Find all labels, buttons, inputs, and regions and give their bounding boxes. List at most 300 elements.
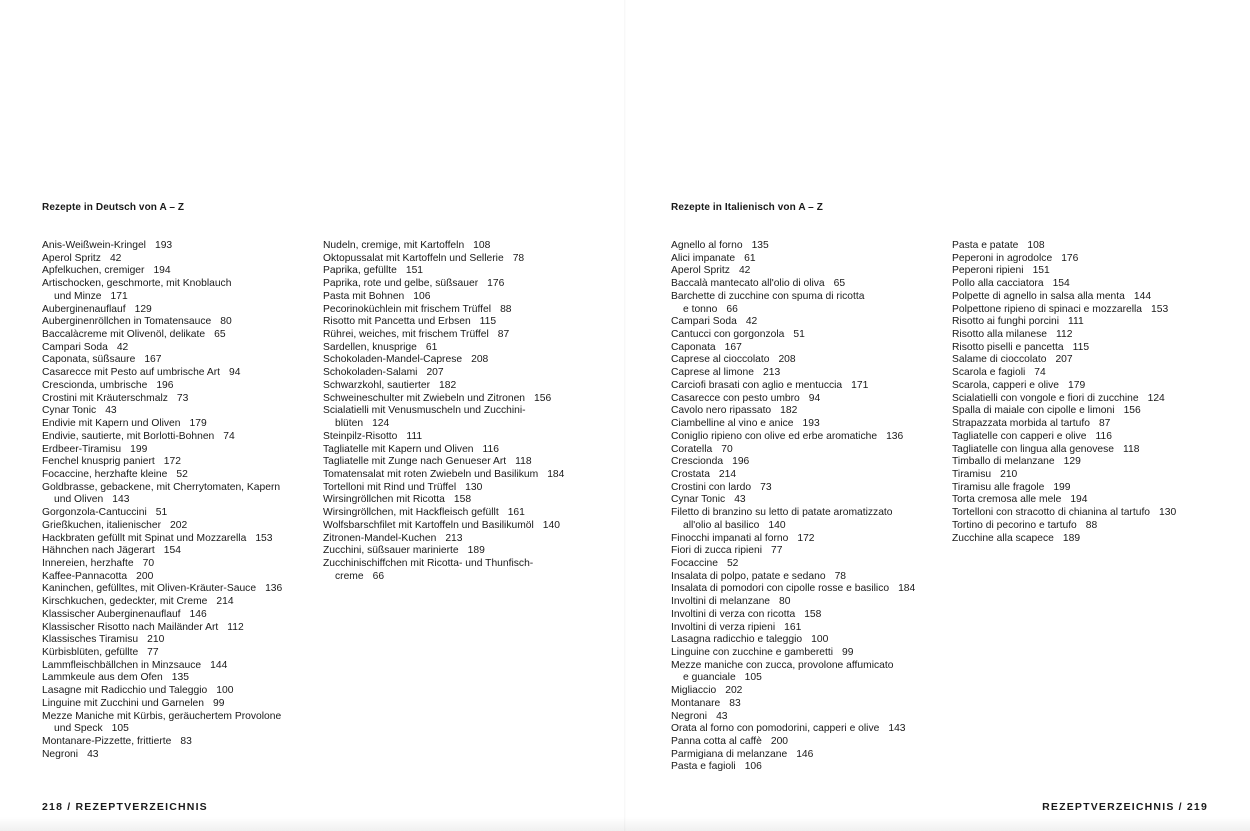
recipe-name: Pasta e fagioli [671, 761, 736, 773]
page-number: 112 [1056, 329, 1073, 341]
recipe-name: Agnello al forno [671, 240, 743, 251]
index-entry [671, 431, 915, 444]
recipe-name: Risotto piselli e pancetta [952, 341, 1064, 353]
recipe-name: Cynar Tonic [671, 494, 726, 506]
index-entry [952, 469, 1176, 482]
recipe-name: Crostini con lardo [671, 481, 752, 493]
page-number: 161 [784, 621, 802, 633]
index-entry [42, 342, 282, 355]
index-entry [952, 354, 1176, 367]
index-entry [323, 380, 564, 393]
index-entry [952, 494, 1176, 507]
page-number: 199 [1053, 481, 1071, 493]
page-number: 130 [1159, 507, 1177, 519]
index-entry [952, 444, 1176, 457]
page-number: 158 [453, 494, 472, 506]
index-entry [323, 533, 564, 546]
recipe-name: Polpettone ripieno di spinaci e mozzarella [952, 303, 1143, 315]
page-number: 194 [1070, 494, 1088, 506]
recipe-name: Pecorinoküchlein mit frischem Trüffel [323, 303, 492, 315]
recipe-name: Tomatensalat mit roten Zwiebeln und Basilikum [323, 468, 539, 480]
page-number: 171 [110, 290, 128, 302]
index-entry [952, 520, 1176, 533]
recipe-name: Alici impanate [671, 252, 736, 264]
page-number: 66 [372, 570, 385, 582]
index-entry [42, 393, 282, 406]
index-entry [671, 329, 915, 342]
index-entry [671, 240, 915, 253]
page-number: 207 [426, 367, 444, 379]
index-entry [323, 431, 564, 444]
recipe-name: Klassischer Risotto nach Mailänder Art [42, 621, 219, 633]
index-entry [952, 456, 1176, 469]
page-number: 129 [134, 303, 152, 315]
page-number: 111 [406, 430, 423, 442]
recipe-name: Carciofi brasati con aglio e mentuccia [671, 379, 843, 391]
page-number: 73 [176, 392, 189, 404]
index-entry [671, 711, 915, 724]
page-number: 43 [87, 748, 99, 760]
index-entry [42, 265, 282, 278]
recipe-name: Crescionda, umbrische [42, 379, 148, 391]
page-number: 214 [216, 596, 234, 608]
index-entry [952, 482, 1176, 495]
recipe-name: Strapazzata morbida al tartufo [952, 418, 1090, 430]
index-entry [42, 647, 282, 660]
recipe-name: Caponata, süßsaure [42, 354, 136, 366]
recipe-name: Tagliatelle mit Kapern und Oliven [323, 443, 474, 455]
index-entry [42, 711, 282, 736]
recipe-name: Wirsingröllchen mit Ricotta [323, 494, 445, 506]
recipe-name: Scarola, capperi e olive [952, 379, 1060, 391]
index-entry [952, 304, 1176, 317]
page-number: 176 [1061, 252, 1079, 264]
recipe-name: Negroni [42, 748, 79, 760]
page-number: 74 [1034, 367, 1046, 379]
index-entry [671, 278, 915, 291]
recipe-name-continuation: und Speck [54, 723, 103, 735]
index-entry [671, 265, 915, 278]
index-entry [323, 507, 564, 520]
page-number: 179 [189, 418, 207, 430]
index-entry [671, 354, 915, 367]
recipe-name: Erdbeer-Tiramisu [42, 443, 122, 455]
italian-index-column-1 [671, 240, 915, 774]
recipe-name: Fenchel knusprig paniert [42, 456, 155, 468]
index-entry [671, 660, 915, 685]
page-number: 78 [834, 570, 847, 582]
recipe-name: Involtini di verza ripieni [671, 621, 776, 633]
recipe-name: Insalata di polpo, patate e sedano [671, 570, 826, 582]
index-entry [42, 240, 282, 253]
index-entry [323, 354, 564, 367]
page-number: 171 [851, 379, 869, 391]
index-entry [42, 418, 282, 431]
german-index-heading: Rezepte in Deutsch von A – Z [42, 202, 185, 213]
index-entry [42, 482, 282, 507]
recipe-name: Goldbrasse, gebackene, mit Cherrytomaten, Kapern [42, 481, 281, 493]
index-entry [671, 583, 915, 596]
recipe-name: Montanare-Pizzette, frittierte [42, 736, 172, 748]
page-number: 77 [771, 545, 783, 557]
page-number: 106 [744, 761, 762, 773]
page-number: 83 [180, 736, 192, 748]
page-number: 43 [734, 494, 746, 506]
recipe-name: Schokoladen-Mandel-Caprese [323, 354, 463, 366]
index-entry [323, 240, 564, 253]
recipe-name: Scarola e fagioli [952, 367, 1026, 379]
recipe-name: Panna cotta al caffè [671, 736, 762, 748]
recipe-name: Tortino di pecorino e tartufo [952, 519, 1077, 531]
recipe-name: Campari Soda [42, 341, 108, 353]
recipe-name: Involtini di verza con ricotta [671, 608, 796, 620]
page-number: 65 [833, 278, 846, 290]
recipe-name-continuation: e tonno [683, 303, 718, 315]
recipe-name: Crescionda [671, 456, 724, 468]
recipe-name: Tortelloni con stracotto di chianina al tartufo [952, 507, 1151, 519]
index-entry [671, 456, 915, 469]
recipe-name: Barchette di zucchine con spuma di ricotta [671, 290, 865, 302]
recipe-name: Timballo di melanzane [952, 456, 1055, 468]
index-entry [323, 494, 564, 507]
index-entry [42, 533, 282, 546]
recipe-name: Negroni [671, 710, 708, 722]
page-number: 88 [500, 303, 512, 315]
page-number: 70 [721, 443, 733, 455]
page-number: 100 [811, 634, 829, 646]
recipe-name: Lammfleischbällchen in Minzsauce [42, 659, 202, 671]
recipe-name: Grießkuchen, italienischer [42, 519, 162, 531]
index-entry [323, 469, 564, 482]
page-number: 87 [497, 329, 510, 341]
index-entry [671, 558, 915, 571]
page-number: 83 [729, 697, 741, 709]
index-entry [323, 558, 564, 583]
index-entry [671, 723, 915, 736]
index-entry [952, 278, 1176, 291]
recipe-name: Klassischer Auberginenauflauf [42, 608, 181, 620]
index-entry [671, 622, 915, 635]
index-entry [42, 469, 282, 482]
index-entry [952, 380, 1176, 393]
index-entry [671, 444, 915, 457]
page-number: 184 [547, 468, 565, 480]
index-entry [952, 533, 1176, 546]
index-entry [42, 609, 282, 622]
page-number: 154 [1052, 278, 1070, 290]
index-entry [323, 278, 564, 291]
index-entry [671, 380, 915, 393]
page-number: 199 [130, 443, 148, 455]
page-number: 167 [724, 341, 742, 353]
recipe-name: Artischocken, geschmorte, mit Knoblauch [42, 278, 232, 290]
recipe-name-continuation: all'olio al basilico [683, 519, 760, 531]
index-entry [323, 316, 564, 329]
page-number: 42 [745, 316, 758, 328]
recipe-name: Coratella [671, 443, 713, 455]
recipe-name: Baccalàcreme mit Olivenöl, delikate [42, 329, 206, 341]
index-entry [671, 749, 915, 762]
page-number: 182 [439, 379, 457, 391]
page-number: 151 [405, 265, 424, 277]
recipe-name: Tagliatelle con capperi e olive [952, 430, 1087, 442]
recipe-name: Risotto ai funghi porcini [952, 316, 1060, 328]
index-entry [42, 278, 282, 303]
page-number: 136 [886, 430, 904, 442]
recipe-name: Focaccine [671, 557, 718, 569]
page-number: 80 [220, 316, 232, 328]
recipe-name: Tortelloni mit Rind und Trüffel [323, 481, 457, 493]
index-entry [323, 405, 564, 430]
page-number: 94 [808, 392, 821, 404]
page-number: 184 [898, 583, 916, 595]
index-entry [671, 494, 915, 507]
index-entry [42, 405, 282, 418]
recipe-name: Apfelkuchen, cremiger [42, 265, 145, 277]
recipe-name: Schweineschulter mit Zwiebeln und Zitronen [323, 392, 526, 404]
recipe-name: Lammkeule aus dem Ofen [42, 672, 163, 684]
page-number: 87 [1098, 418, 1111, 430]
index-entry [42, 316, 282, 329]
page-number: 42 [116, 341, 129, 353]
index-entry [42, 685, 282, 698]
recipe-name: Endivie, sautierte, mit Borlotti-Bohnen [42, 430, 215, 442]
recipe-name: Focaccine, herzhafte kleine [42, 468, 168, 480]
page-number: 111 [1068, 316, 1084, 328]
recipe-name: Gorgonzola-Cantuccini [42, 507, 147, 519]
page-number: 116 [1095, 430, 1112, 442]
recipe-name-continuation: creme [335, 570, 364, 582]
index-entry [671, 393, 915, 406]
index-entry [671, 253, 915, 266]
recipe-name: Nudeln, cremige, mit Kartoffeln [323, 240, 465, 251]
recipe-name-continuation: und Oliven [54, 494, 104, 506]
page-number: 135 [751, 240, 769, 251]
page-number: 130 [465, 481, 483, 493]
index-entry [323, 291, 564, 304]
page-number: 105 [111, 723, 129, 735]
left-page-footer: 218 / REZEPTVERZEICHNIS [42, 801, 208, 813]
page-number: 42 [738, 265, 751, 277]
index-entry [671, 545, 915, 558]
page-number: 118 [1123, 443, 1140, 455]
page-number: 115 [1072, 341, 1090, 353]
index-entry [671, 316, 915, 329]
page-number: 208 [471, 354, 489, 366]
index-entry [323, 367, 564, 380]
recipe-name: Peperoni ripieni [952, 265, 1024, 277]
page-number: 144 [210, 659, 228, 671]
index-entry [323, 329, 564, 342]
recipe-name: Caprese al cioccolato [671, 354, 770, 366]
italian-index-column-2 [952, 240, 1176, 545]
index-entry [952, 393, 1176, 406]
page-number: 143 [888, 723, 906, 735]
page-number: 106 [413, 290, 431, 302]
page-number: 51 [155, 507, 168, 519]
index-entry [42, 583, 282, 596]
recipe-name: Montanare [671, 697, 721, 709]
page-number: 140 [542, 519, 560, 531]
index-entry [323, 444, 564, 457]
recipe-name: Linguine con zucchine e gamberetti [671, 647, 833, 658]
page-number: 146 [189, 608, 207, 620]
index-entry [952, 291, 1176, 304]
index-entry [952, 316, 1176, 329]
index-entry [42, 520, 282, 533]
recipe-name: Tagliatelle mit Zunge nach Genueser Art [323, 456, 507, 468]
index-entry [952, 253, 1176, 266]
index-entry [323, 393, 564, 406]
recipe-name: Migliaccio [671, 685, 717, 697]
index-entry [671, 418, 915, 431]
page-number: 99 [842, 647, 854, 658]
page-number: 167 [144, 354, 162, 366]
page-number: 161 [507, 507, 525, 519]
recipe-name: Tiramisu [952, 468, 992, 480]
recipe-name: Crostini mit Kräuterschmalz [42, 392, 168, 404]
german-index-column-2 [323, 240, 564, 583]
page-number: 144 [1133, 290, 1152, 302]
page-number: 143 [112, 494, 130, 506]
index-entry [671, 482, 915, 495]
index-entry [42, 444, 282, 457]
index-entry [323, 456, 564, 469]
index-entry [952, 405, 1176, 418]
recipe-name: Fiori di zucca ripieni [671, 545, 762, 557]
page-number: 158 [804, 608, 822, 620]
recipe-name: Casarecce mit Pesto auf umbrische Art [42, 367, 220, 379]
page-bottom-shadow [0, 817, 1250, 831]
index-entry [671, 596, 915, 609]
index-entry [42, 571, 282, 584]
page-number: 182 [780, 405, 798, 417]
page-number: 135 [171, 672, 189, 684]
index-entry [671, 291, 915, 316]
page-number: 108 [473, 240, 491, 251]
index-entry [42, 622, 282, 635]
page-number: 136 [265, 583, 283, 595]
page-number: 202 [725, 685, 743, 697]
index-entry [42, 749, 282, 762]
index-entry [323, 520, 564, 533]
page-number: 208 [778, 354, 796, 366]
page-number: 66 [726, 303, 738, 315]
page-number: 172 [163, 456, 181, 468]
index-entry [952, 431, 1176, 444]
recipe-name: Orata al forno con pomodorini, capperi e olive [671, 723, 880, 735]
recipe-name: Zucchine alla scapece [952, 532, 1054, 544]
recipe-name: Paprika, gefüllte [323, 265, 397, 277]
page-number: 70 [142, 557, 155, 569]
recipe-name: Aperol Spritz [42, 252, 101, 264]
index-entry [671, 736, 915, 749]
recipe-name: Pasta e patate [952, 240, 1019, 251]
recipe-name: Hackbraten gefüllt mit Spinat und Mozzarella [42, 532, 247, 544]
recipe-name: Pasta mit Bohnen [323, 290, 405, 302]
page-number: 154 [163, 545, 181, 557]
recipe-name: Coniglio ripieno con olive ed erbe aromatiche [671, 430, 878, 442]
recipe-name: Crostata [671, 468, 710, 480]
index-entry [42, 431, 282, 444]
page-number: 202 [170, 519, 188, 531]
recipe-name: Endivie mit Kapern und Oliven [42, 418, 181, 430]
page-number: 146 [796, 748, 814, 760]
page-number: 124 [372, 418, 390, 430]
index-entry [671, 533, 915, 546]
recipe-name: Hähnchen nach Jägerart [42, 545, 155, 557]
recipe-name: Auberginenröllchen in Tomatensauce [42, 316, 212, 328]
page-number: 124 [1147, 392, 1165, 404]
index-entry [671, 342, 915, 355]
page-number: 61 [744, 252, 756, 264]
index-entry [42, 354, 282, 367]
page-number: 116 [482, 443, 499, 455]
recipe-name: Salame di cioccolato [952, 354, 1047, 366]
page-number: 100 [216, 685, 234, 697]
recipe-name: Finocchi impanati al forno [671, 532, 789, 544]
page-number: 118 [515, 456, 532, 468]
page-number: 153 [1151, 303, 1169, 315]
index-entry [952, 367, 1176, 380]
page-number: 200 [770, 736, 789, 748]
index-entry [42, 634, 282, 647]
recipe-name: Cantucci con gorgonzola [671, 329, 785, 341]
index-entry [42, 329, 282, 342]
recipe-name: Spalla di maiale con cipolle e limoni [952, 405, 1115, 417]
recipe-name: Tiramisu alle fragole [952, 481, 1045, 493]
recipe-name: Innereien, herzhafte [42, 557, 134, 569]
index-entry [42, 253, 282, 266]
page-number: 213 [763, 367, 781, 379]
index-entry [323, 482, 564, 495]
index-entry [952, 240, 1176, 253]
recipe-name: Parmigiana di melanzane [671, 748, 788, 760]
index-entry [671, 405, 915, 418]
recipe-name: Lasagna radicchio e taleggio [671, 634, 803, 646]
page-number: 42 [109, 252, 122, 264]
recipe-name: Caprese al limone [671, 367, 754, 379]
page-number: 112 [227, 621, 244, 633]
recipe-name: Baccalà mantecato all'olio di oliva [671, 278, 825, 290]
recipe-name: Scialatielli mit Venusmuscheln und Zucchini- [323, 405, 526, 417]
index-entry [42, 596, 282, 609]
index-entry [671, 685, 915, 698]
recipe-name: Aperol Spritz [671, 265, 730, 277]
page-number: 213 [445, 532, 463, 544]
index-entry [671, 367, 915, 380]
recipe-name: Linguine mit Zucchini und Garnelen [42, 697, 204, 709]
index-entry [952, 265, 1176, 278]
page-number: 179 [1068, 379, 1086, 391]
recipe-name: Caponata [671, 341, 716, 353]
recipe-name: Klassisches Tiramisu [42, 634, 139, 646]
recipe-name: Kürbisblüten, gefüllte [42, 647, 139, 658]
recipe-name: Kirschkuchen, gedeckter, mit Creme [42, 596, 208, 608]
index-entry [323, 253, 564, 266]
recipe-name-continuation: und Minze [54, 290, 102, 302]
index-entry [671, 507, 915, 532]
recipe-name-continuation: blüten [335, 418, 364, 430]
recipe-name: Mezze Maniche mit Kürbis, geräuchertem Provolone [42, 710, 282, 722]
page-number: 193 [154, 240, 173, 251]
recipe-name: Kaffee-Pannacotta [42, 570, 128, 582]
recipe-name: Cavolo nero ripassato [671, 405, 772, 417]
page-number: 153 [255, 532, 273, 544]
index-entry [42, 660, 282, 673]
page-number: 151 [1032, 265, 1050, 277]
page-number: 73 [760, 481, 772, 493]
